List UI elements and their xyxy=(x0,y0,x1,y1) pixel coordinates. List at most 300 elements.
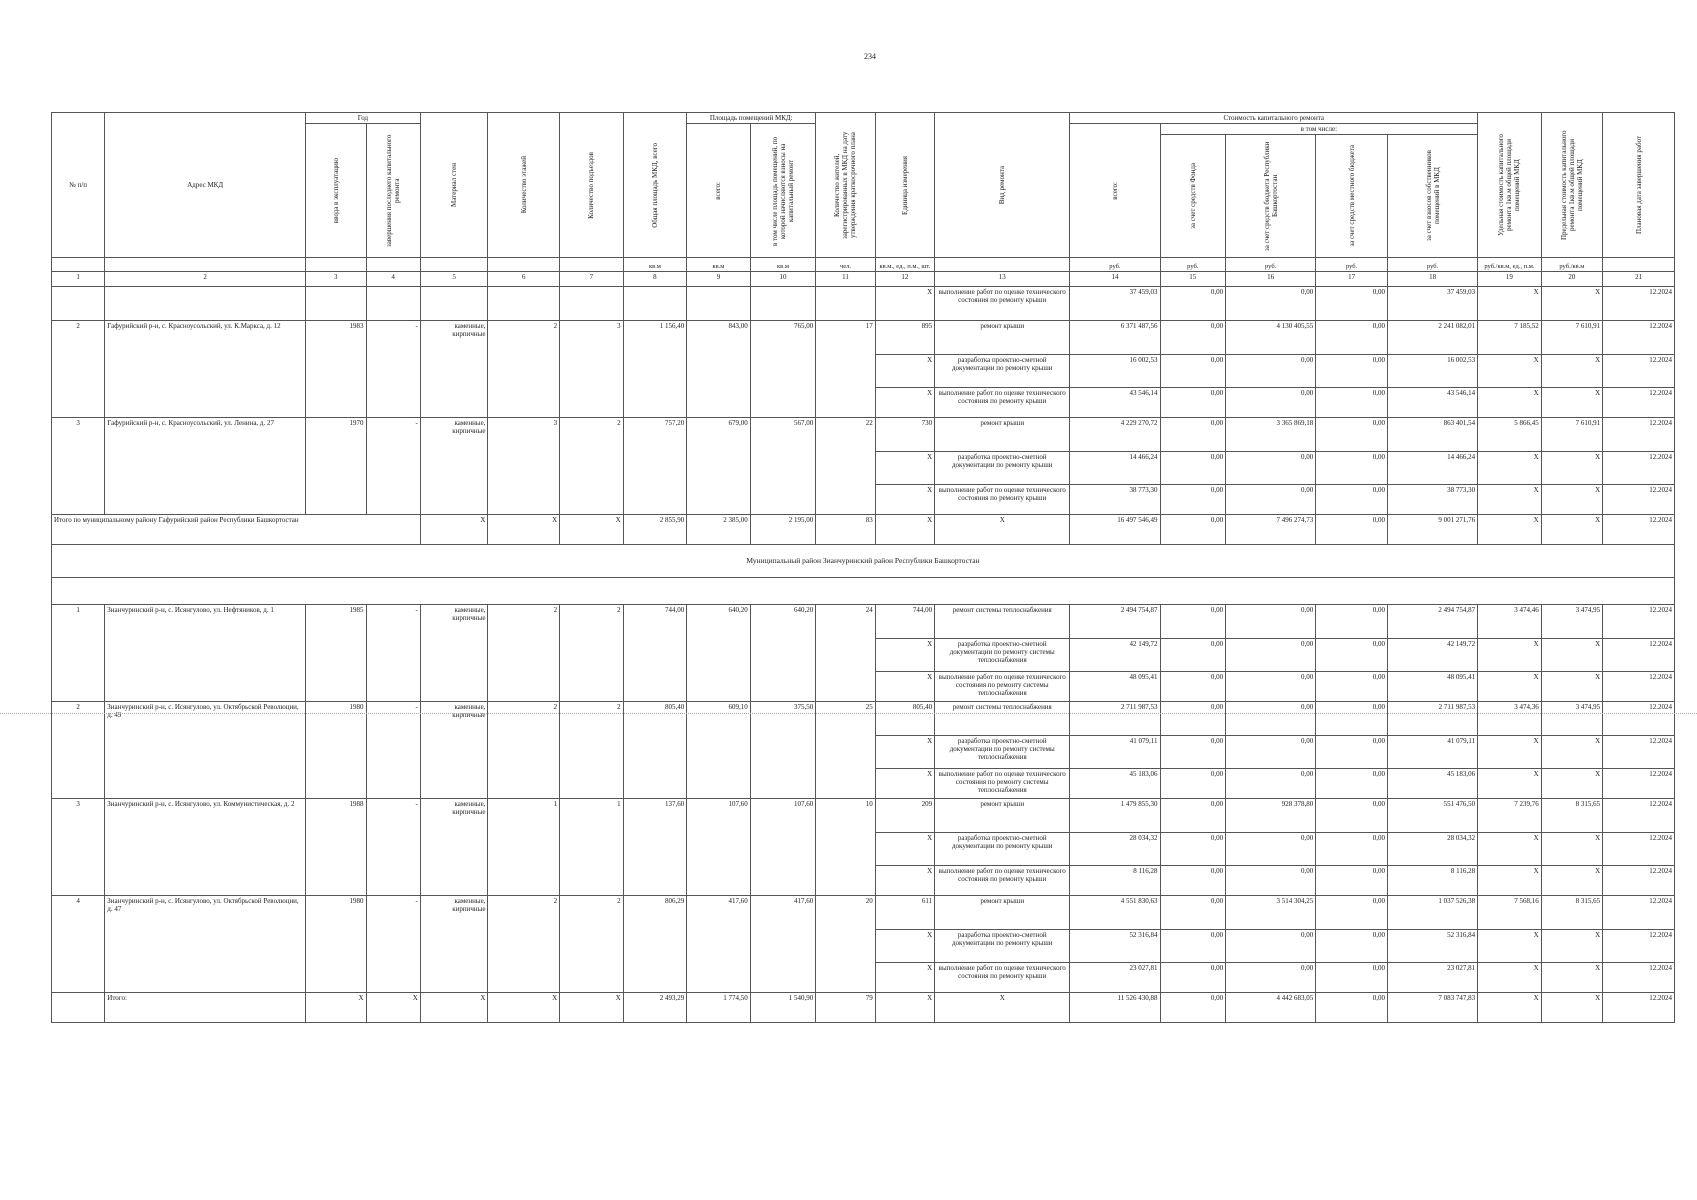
building-address: Гафурийский р-н, с. Красноусольский, ул. К.Маркса, д. 12 xyxy=(105,321,306,418)
unit-cell-21 xyxy=(1603,258,1675,272)
index-cell-21: 21 xyxy=(1603,272,1675,287)
work-type: ремонт системы теплоснабжения xyxy=(935,702,1070,736)
header-cost-local: за счет средств местного бюджета xyxy=(1316,135,1388,258)
total-area: 137,60 xyxy=(623,799,687,896)
cost-owners: 2 494 754,87 xyxy=(1387,605,1477,639)
work-type: выполнение работ по оценке технического состояния по ремонту крыши xyxy=(935,388,1070,418)
cost-total: 8 116,28 xyxy=(1070,866,1160,896)
header-year-last-repair: завершения последнего капитального ремонта xyxy=(366,124,420,258)
index-cell-4: 4 xyxy=(366,272,420,287)
work-type: разработка проектно-сметной документации по ремонту системы теплоснабжения xyxy=(935,736,1070,769)
building-address: Гафурийский р-н, с. Красноусольский, ул. Ленина, д. 27 xyxy=(105,418,306,515)
cost-local: 0,00 xyxy=(1316,736,1388,769)
final-fund: 0,00 xyxy=(1160,993,1226,1023)
total-premises-contrib: 2 195,00 xyxy=(750,515,816,545)
work-unit: 895 xyxy=(875,321,934,355)
unit-cell-2 xyxy=(105,258,306,272)
unit-cell-16: руб. xyxy=(1226,258,1316,272)
work-type: разработка проектно-сметной документации по ремонту крыши xyxy=(935,930,1070,963)
cost-local: 0,00 xyxy=(1316,485,1388,515)
planned-date: 12.2024 xyxy=(1603,452,1675,485)
row-number: 3 xyxy=(52,418,105,515)
final-mat: X xyxy=(420,993,488,1023)
year-commissioning: 1988 xyxy=(306,799,366,896)
cost-republic: 0,00 xyxy=(1226,833,1316,866)
unit-cell-19: руб./кв.м, ед., п.м. xyxy=(1478,258,1542,272)
premises-area: 679,00 xyxy=(687,418,751,515)
total-premises: 2 385,00 xyxy=(687,515,751,545)
planned-date: 12.2024 xyxy=(1603,930,1675,963)
unit-cell-18: руб. xyxy=(1387,258,1477,272)
cost-republic: 0,00 xyxy=(1226,287,1316,321)
table-row xyxy=(52,702,1675,736)
work-unit: X xyxy=(875,355,934,388)
index-cell-3: 3 xyxy=(306,272,366,287)
gafuri-total xyxy=(52,515,1675,605)
capital-repair-table xyxy=(51,112,1675,1023)
planned-date: 12.2024 xyxy=(1603,833,1675,866)
index-cell-17: 17 xyxy=(1316,272,1388,287)
header-work-type: Вид ремонта xyxy=(935,113,1070,258)
premises-area: 640,20 xyxy=(687,605,751,702)
cost-total: 4 229 270,72 xyxy=(1070,418,1160,452)
final-premises-contrib: 1 540,90 xyxy=(750,993,816,1023)
index-cell-16: 16 xyxy=(1226,272,1316,287)
unit-cost: 3 474,46 xyxy=(1478,605,1542,639)
unit-cell-11: чел. xyxy=(816,258,875,272)
cost-fund: 0,00 xyxy=(1160,287,1226,321)
unit-cost: X xyxy=(1478,452,1542,485)
cost-fund: 0,00 xyxy=(1160,833,1226,866)
final-residents: 79 xyxy=(816,993,875,1023)
cost-republic: 0,00 xyxy=(1226,639,1316,672)
unit-cell-8: кв.м xyxy=(623,258,687,272)
cost-owners: 16 002,53 xyxy=(1387,355,1477,388)
work-type: ремонт крыши xyxy=(935,896,1070,930)
final-republic: 4 442 683,05 xyxy=(1226,993,1316,1023)
cost-local: 0,00 xyxy=(1316,388,1388,418)
premises-contrib-area xyxy=(750,287,816,321)
cost-local: 0,00 xyxy=(1316,833,1388,866)
row-number: 2 xyxy=(52,321,105,418)
row-number xyxy=(52,287,105,321)
cost-owners: 2 711 987,53 xyxy=(1387,702,1477,736)
total-owners: 9 001 271,76 xyxy=(1387,515,1477,545)
year-last-repair xyxy=(366,287,420,321)
unit-cell-10: кв.м xyxy=(750,258,816,272)
table-row xyxy=(52,896,1675,930)
work-type: выполнение работ по оценке технического состояния по ремонту крыши xyxy=(935,866,1070,896)
zianchurin-section-rows xyxy=(52,605,1675,993)
cost-republic: 0,00 xyxy=(1226,605,1316,639)
planned-date: 12.2024 xyxy=(1603,672,1675,702)
floors-count: 2 xyxy=(488,896,560,993)
unit-cost: 3 474,36 xyxy=(1478,702,1542,736)
unit-cost: 7 185,52 xyxy=(1478,321,1542,355)
work-unit: 611 xyxy=(875,896,934,930)
cost-fund: 0,00 xyxy=(1160,930,1226,963)
work-type: выполнение работ по оценке технического состояния по ремонту системы теплоснабжения xyxy=(935,672,1070,702)
final-area: 2 493,29 xyxy=(623,993,687,1023)
cost-total: 42 149,72 xyxy=(1070,639,1160,672)
cost-local: 0,00 xyxy=(1316,702,1388,736)
premises-area: 843,00 xyxy=(687,321,751,418)
header-including: в том числе: xyxy=(1160,124,1478,135)
work-unit: X xyxy=(875,287,934,321)
work-unit: X xyxy=(875,452,934,485)
total-unit-cost: X xyxy=(1478,515,1542,545)
total-mat: X xyxy=(420,515,488,545)
max-cost: X xyxy=(1541,287,1602,321)
total-floors: X xyxy=(488,515,560,545)
entrances-count: 2 xyxy=(560,702,624,799)
index-cell-11: 11 xyxy=(816,272,875,287)
year-commissioning: 1985 xyxy=(306,605,366,702)
work-unit: X xyxy=(875,769,934,799)
work-unit: 744,00 xyxy=(875,605,934,639)
unit-cost: X xyxy=(1478,769,1542,799)
cost-owners: 37 459,03 xyxy=(1387,287,1477,321)
planned-date: 12.2024 xyxy=(1603,866,1675,896)
entrances-count: 2 xyxy=(560,418,624,515)
header-row-num: № п/п xyxy=(52,113,105,258)
premises-contrib-area: 107,60 xyxy=(750,799,816,896)
residents-count: 10 xyxy=(816,799,875,896)
wall-material: каменные, кирпичные xyxy=(420,321,488,418)
entrances-count: 2 xyxy=(560,605,624,702)
index-cell-15: 15 xyxy=(1160,272,1226,287)
unit-cost: X xyxy=(1478,930,1542,963)
total-unit: X xyxy=(875,515,934,545)
section-spacer xyxy=(52,578,1675,605)
total-local: 0,00 xyxy=(1316,515,1388,545)
index-cell-12: 12 xyxy=(875,272,934,287)
header-year-commissioning: ввода в эксплуатацию xyxy=(306,124,366,258)
entrances-count: 3 xyxy=(560,321,624,418)
total-area: 806,29 xyxy=(623,896,687,993)
cost-total: 37 459,03 xyxy=(1070,287,1160,321)
work-unit: X xyxy=(875,485,934,515)
max-cost: 8 315,65 xyxy=(1541,799,1602,833)
building-address: Зианчуринский р-н, с. Исянгулово, ул. Коммунистическая, д. 2 xyxy=(105,799,306,896)
cost-owners: 52 316,84 xyxy=(1387,930,1477,963)
work-type: разработка проектно-сметной документации по ремонту крыши xyxy=(935,833,1070,866)
final-unit: X xyxy=(875,993,934,1023)
header-premises-contrib: в том числе площадь помещений, по которой начисляются взносы на капитальный ремонт xyxy=(750,124,816,258)
cost-fund: 0,00 xyxy=(1160,736,1226,769)
cost-local: 0,00 xyxy=(1316,418,1388,452)
cost-local: 0,00 xyxy=(1316,672,1388,702)
final-max-cost: X xyxy=(1541,993,1602,1023)
cost-fund: 0,00 xyxy=(1160,639,1226,672)
index-cell-7: 7 xyxy=(560,272,624,287)
planned-date: 12.2024 xyxy=(1603,639,1675,672)
max-cost: X xyxy=(1541,355,1602,388)
work-unit: X xyxy=(875,639,934,672)
header-floors: Количество этажей xyxy=(488,113,560,258)
planned-date: 12.2024 xyxy=(1603,485,1675,515)
cost-total: 23 027,81 xyxy=(1070,963,1160,993)
final-y2: X xyxy=(366,993,420,1023)
cost-republic: 3 365 869,18 xyxy=(1226,418,1316,452)
page-number: 234 xyxy=(864,52,876,61)
unit-cell-20: руб./кв.м xyxy=(1541,258,1602,272)
year-commissioning: 1980 xyxy=(306,702,366,799)
work-unit: X xyxy=(875,833,934,866)
total-cost: 16 497 546,49 xyxy=(1070,515,1160,545)
cost-fund: 0,00 xyxy=(1160,963,1226,993)
wall-material: каменные, кирпичные xyxy=(420,605,488,702)
work-unit: X xyxy=(875,930,934,963)
cost-local: 0,00 xyxy=(1316,799,1388,833)
cost-total: 45 183,06 xyxy=(1070,769,1160,799)
cost-fund: 0,00 xyxy=(1160,866,1226,896)
residents-count xyxy=(816,287,875,321)
unit-cell-13 xyxy=(935,258,1070,272)
cost-owners: 42 149,72 xyxy=(1387,639,1477,672)
unit-cost: 5 866,45 xyxy=(1478,418,1542,452)
cost-republic: 0,00 xyxy=(1226,355,1316,388)
final-y1: X xyxy=(306,993,366,1023)
wall-material: каменные, кирпичные xyxy=(420,799,488,896)
premises-area: 609,10 xyxy=(687,702,751,799)
cost-fund: 0,00 xyxy=(1160,355,1226,388)
max-cost: X xyxy=(1541,672,1602,702)
total-area: 744,00 xyxy=(623,605,687,702)
index-cell-18: 18 xyxy=(1387,272,1477,287)
final-floors: X xyxy=(488,993,560,1023)
max-cost: X xyxy=(1541,963,1602,993)
work-type: разработка проектно-сметной документации по ремонту системы теплоснабжения xyxy=(935,639,1070,672)
max-cost: 7 610,91 xyxy=(1541,418,1602,452)
cost-republic: 4 130 405,55 xyxy=(1226,321,1316,355)
premises-area: 107,60 xyxy=(687,799,751,896)
cost-total: 28 034,32 xyxy=(1070,833,1160,866)
cost-republic: 928 378,80 xyxy=(1226,799,1316,833)
final-premises: 1 774,50 xyxy=(687,993,751,1023)
premises-area xyxy=(687,287,751,321)
cost-republic: 0,00 xyxy=(1226,452,1316,485)
work-type: разработка проектно-сметной документации по ремонту крыши xyxy=(935,355,1070,388)
work-type: разработка проектно-сметной документации по ремонту крыши xyxy=(935,452,1070,485)
index-cell-13: 13 xyxy=(935,272,1070,287)
building-address: Зианчуринский р-н, с. Исянгулово, ул. Октябрьской Революции, д. 47 xyxy=(105,896,306,993)
cost-fund: 0,00 xyxy=(1160,896,1226,930)
work-type: ремонт крыши xyxy=(935,799,1070,833)
cost-republic: 0,00 xyxy=(1226,485,1316,515)
index-cell-14: 14 xyxy=(1070,272,1160,287)
residents-count: 20 xyxy=(816,896,875,993)
total-max-cost: X xyxy=(1541,515,1602,545)
work-unit: 730 xyxy=(875,418,934,452)
table-row xyxy=(52,418,1675,452)
total-date: 12.2024 xyxy=(1603,515,1675,545)
cost-fund: 0,00 xyxy=(1160,799,1226,833)
header-premises: Площадь помещений МКД: xyxy=(687,113,816,124)
work-unit: 805,40 xyxy=(875,702,934,736)
header-row-1 xyxy=(52,113,1675,124)
cost-owners: 551 476,50 xyxy=(1387,799,1477,833)
row-number: 3 xyxy=(52,799,105,896)
final-unit-cost: X xyxy=(1478,993,1542,1023)
cost-owners: 8 116,28 xyxy=(1387,866,1477,896)
wall-material: каменные, кирпичные xyxy=(420,896,488,993)
cost-owners: 45 183,06 xyxy=(1387,769,1477,799)
max-cost: X xyxy=(1541,866,1602,896)
building-address: Зианчуринский р-н, с. Исянгулово, ул. Октябрьской Революции, д. 49 xyxy=(105,702,306,799)
header-premises-total: всего: xyxy=(687,124,751,258)
table-row xyxy=(52,287,1675,321)
header-cost-fund: за счет средств Фонда xyxy=(1160,135,1226,258)
year-last-repair: - xyxy=(366,418,420,515)
work-unit: 209 xyxy=(875,799,934,833)
wall-material: каменные, кирпичные xyxy=(420,418,488,515)
final-empty xyxy=(52,993,105,1023)
index-cell-20: 20 xyxy=(1541,272,1602,287)
cost-total: 16 002,53 xyxy=(1070,355,1160,388)
year-last-repair: - xyxy=(366,321,420,418)
cost-local: 0,00 xyxy=(1316,605,1388,639)
planned-date: 12.2024 xyxy=(1603,769,1675,799)
header-cost-owners: за счет взносов собственников помещений в МКД xyxy=(1387,135,1477,258)
max-cost: X xyxy=(1541,930,1602,963)
planned-date: 12.2024 xyxy=(1603,287,1675,321)
total-republic: 7 496 274,73 xyxy=(1226,515,1316,545)
max-cost: X xyxy=(1541,388,1602,418)
unit-cost: X xyxy=(1478,355,1542,388)
index-cell-8: 8 xyxy=(623,272,687,287)
cost-local: 0,00 xyxy=(1316,930,1388,963)
work-unit: X xyxy=(875,866,934,896)
row-number: 1 xyxy=(52,605,105,702)
planned-date: 12.2024 xyxy=(1603,702,1675,736)
total-area: 2 855,90 xyxy=(623,515,687,545)
max-cost: X xyxy=(1541,452,1602,485)
work-type: выполнение работ по оценке технического состояния по ремонту системы теплоснабжения xyxy=(935,769,1070,799)
work-type: ремонт крыши xyxy=(935,321,1070,355)
header-address: Адрес МКД xyxy=(105,113,306,258)
header-residents: Количество жителей, зарегистрированных в МКД на дату утверждения краткосрочного плана xyxy=(816,113,875,258)
work-type: выполнение работ по оценке технического состояния по ремонту крыши xyxy=(935,485,1070,515)
year-last-repair: - xyxy=(366,605,420,702)
cost-republic: 0,00 xyxy=(1226,672,1316,702)
index-cell-10: 10 xyxy=(750,272,816,287)
cost-fund: 0,00 xyxy=(1160,672,1226,702)
premises-contrib-area: 567,00 xyxy=(750,418,816,515)
unit-cost: 7 568,16 xyxy=(1478,896,1542,930)
max-cost: X xyxy=(1541,736,1602,769)
cost-republic: 0,00 xyxy=(1226,388,1316,418)
cost-fund: 0,00 xyxy=(1160,702,1226,736)
cost-republic: 0,00 xyxy=(1226,963,1316,993)
index-cell-2: 2 xyxy=(105,272,306,287)
cost-local: 0,00 xyxy=(1316,896,1388,930)
unit-cost: X xyxy=(1478,388,1542,418)
total-area xyxy=(623,287,687,321)
cost-owners: 863 401,54 xyxy=(1387,418,1477,452)
wall-material: каменные, кирпичные xyxy=(420,702,488,799)
cost-total: 38 773,30 xyxy=(1070,485,1160,515)
unit-cell-1 xyxy=(52,258,105,272)
planned-date: 12.2024 xyxy=(1603,605,1675,639)
work-unit: X xyxy=(875,388,934,418)
planned-date: 12.2024 xyxy=(1603,355,1675,388)
section-title: Муниципальный район Зианчуринский район Республики Башкортостан xyxy=(52,545,1675,578)
final-date: 12.2024 xyxy=(1603,993,1675,1023)
cost-fund: 0,00 xyxy=(1160,769,1226,799)
premises-area: 417,60 xyxy=(687,896,751,993)
unit-cell-6 xyxy=(488,258,560,272)
residents-count: 25 xyxy=(816,702,875,799)
cost-local: 0,00 xyxy=(1316,321,1388,355)
header-unit: Единица измерения xyxy=(875,113,934,258)
cost-owners: 48 095,41 xyxy=(1387,672,1477,702)
total-entrances: X xyxy=(560,515,624,545)
planned-date: 12.2024 xyxy=(1603,896,1675,930)
unit-cost: X xyxy=(1478,833,1542,866)
total-area: 805,40 xyxy=(623,702,687,799)
max-cost: 8 315,65 xyxy=(1541,896,1602,930)
cost-total: 48 095,41 xyxy=(1070,672,1160,702)
year-commissioning xyxy=(306,287,366,321)
unit-cell-14: руб. xyxy=(1070,258,1160,272)
residents-count: 22 xyxy=(816,418,875,515)
scan-artifact-line xyxy=(0,713,1697,714)
entrances-count: 2 xyxy=(560,896,624,993)
max-cost: X xyxy=(1541,833,1602,866)
year-commissioning: 1970 xyxy=(306,418,366,515)
max-cost: X xyxy=(1541,769,1602,799)
cost-total: 2 494 754,87 xyxy=(1070,605,1160,639)
planned-date: 12.2024 xyxy=(1603,321,1675,355)
cost-owners: 23 027,81 xyxy=(1387,963,1477,993)
header-wall-material: Материал стен xyxy=(420,113,488,258)
index-cell-1: 1 xyxy=(52,272,105,287)
cost-republic: 3 514 304,25 xyxy=(1226,896,1316,930)
table-row xyxy=(52,321,1675,355)
cost-total: 2 711 987,53 xyxy=(1070,702,1160,736)
cost-total: 1 479 855,30 xyxy=(1070,799,1160,833)
final-label: Итого: xyxy=(105,993,306,1023)
final-entrances: X xyxy=(560,993,624,1023)
cost-owners: 1 037 526,38 xyxy=(1387,896,1477,930)
residents-count: 24 xyxy=(816,605,875,702)
year-last-repair: - xyxy=(366,702,420,799)
row-number: 2 xyxy=(52,702,105,799)
cost-total: 14 466,24 xyxy=(1070,452,1160,485)
unit-cost: X xyxy=(1478,639,1542,672)
table-row xyxy=(52,799,1675,833)
header-entrances: Количество подъездов xyxy=(560,113,624,258)
unit-cell-12: кв.м., ед., п.м., шт. xyxy=(875,258,934,272)
cost-total: 43 546,14 xyxy=(1070,388,1160,418)
year-commissioning: 1980 xyxy=(306,896,366,993)
final-work: X xyxy=(935,993,1070,1023)
cost-fund: 0,00 xyxy=(1160,452,1226,485)
header-planned-date: Плановая дата завершения работ xyxy=(1603,113,1675,258)
cost-local: 0,00 xyxy=(1316,452,1388,485)
unit-cost: 7 239,76 xyxy=(1478,799,1542,833)
entrances-count: 1 xyxy=(560,799,624,896)
planned-date: 12.2024 xyxy=(1603,418,1675,452)
total-row-gafuri xyxy=(52,515,1675,545)
planned-date: 12.2024 xyxy=(1603,736,1675,769)
year-last-repair: - xyxy=(366,896,420,993)
index-cell-6: 6 xyxy=(488,272,560,287)
cost-owners: 43 546,14 xyxy=(1387,388,1477,418)
index-cell-5: 5 xyxy=(420,272,488,287)
index-cell-9: 9 xyxy=(687,272,751,287)
